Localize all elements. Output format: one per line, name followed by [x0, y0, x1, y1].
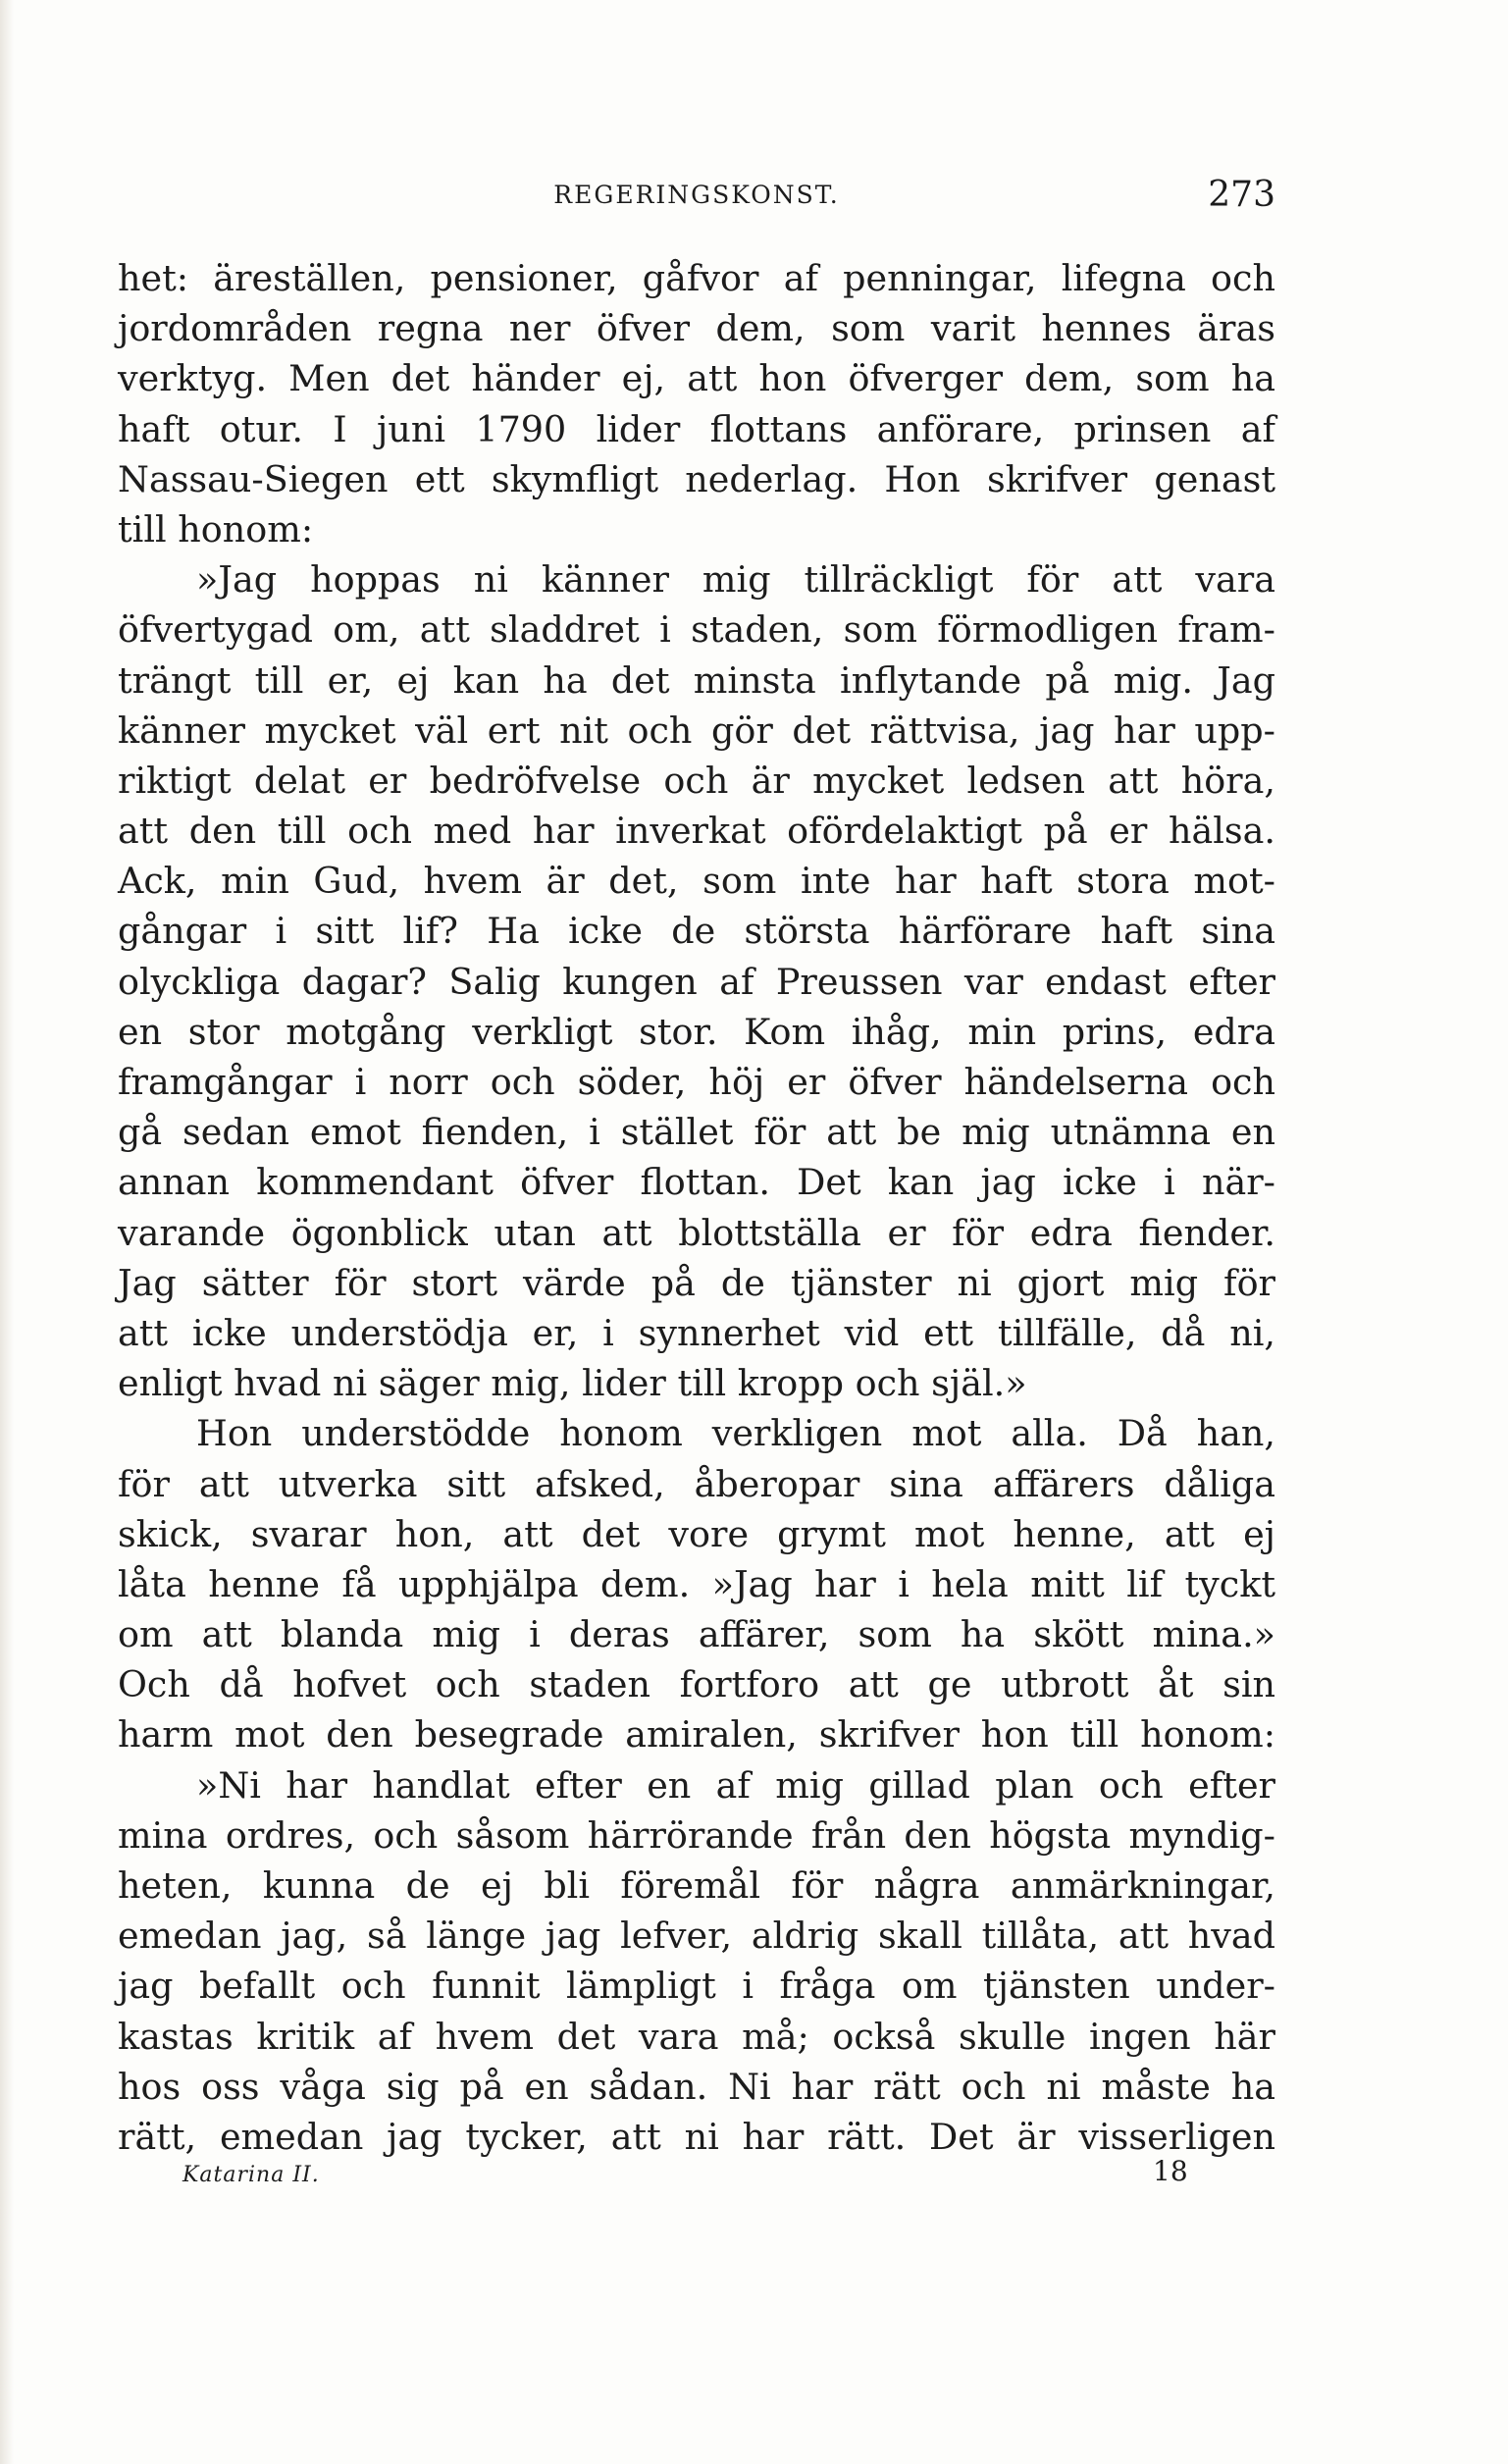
page-edge-shadow: [0, 0, 14, 2464]
text-line: mina ordres, och såsom härrörande från den högsta myndig-: [118, 1813, 1275, 1857]
text-line: jordområden regna ner öfver dem, som varit hennes äras: [118, 307, 1275, 350]
text-line: haft otur. I juni 1790 lider flottans anförare, prinsen af: [118, 407, 1275, 450]
body-text: [118, 253, 1275, 2162]
text-line: »Jag hoppas ni känner mig tillräckligt för att vara: [196, 558, 1275, 602]
text-line: Nassau-Siegen ett skymfligt nederlag. Hon skrifver genast: [118, 457, 1275, 500]
text-line: Och då hofvet och staden fortforo att ge utbrott åt sin: [118, 1663, 1275, 1706]
text-line: harm mot den besegrade amiralen, skrifver hon till honom:: [118, 1713, 1275, 1756]
text-line: framgångar i norr och söder, höj er öfver händelserna och: [118, 1061, 1275, 1103]
text-line: heten, kunna de ej bli föremål för några anmärkningar,: [118, 1864, 1275, 1907]
text-line: skick, svarar hon, att det vore grymt mot henne, att ej: [118, 1512, 1275, 1555]
text-line: enligt hvad ni säger mig, lider till kropp och själ.»: [118, 1362, 1027, 1405]
page-header: [118, 175, 1275, 234]
text-line: öfvertygad om, att sladdret i staden, som förmodligen fram-: [118, 608, 1275, 652]
text-line: riktigt delat er bedröfvelse och är mycket ledsen att höra,: [118, 759, 1275, 802]
text-line: för att utverka sitt afsked, åberopar sina affärers dåliga: [118, 1462, 1275, 1505]
signature-mark: Katarina II.: [182, 2163, 320, 2187]
text-line: gå sedan emot fienden, i stället för att be mig utnämna en: [118, 1111, 1275, 1154]
page-number: 273: [1208, 175, 1275, 215]
text-line: låta henne få upphjälpa dem. »Jag har i hela mitt lif tyckt: [118, 1562, 1275, 1605]
text-line: att den till och med har inverkat ofördelaktigt på er hälsa.: [118, 810, 1275, 853]
text-line: olyckliga dagar? Salig kungen af Preussen var endast efter: [118, 960, 1275, 1003]
text-line: Ack, min Gud, hvem är det, som inte har haft stora mot-: [118, 860, 1275, 903]
text-line: het: äreställen, pensioner, gåfvor af penningar, lifegna och: [118, 257, 1275, 299]
text-line: emedan jag, så länge jag lefver, aldrig skall tillåta, att hvad: [118, 1914, 1275, 1958]
text-line: annan kommendant öfver flottan. Det kan jag icke i när-: [118, 1161, 1275, 1204]
text-line: om att blanda mig i deras affärer, som ha skött mina.»: [118, 1613, 1275, 1656]
text-line: »Ni har handlat efter en af mig gillad plan och efter: [196, 1763, 1275, 1807]
text-line: Hon understödde honom verkligen mot alla. Då han,: [196, 1412, 1275, 1455]
running-title: REGERINGSKONST.: [553, 181, 840, 209]
text-line: till honom:: [118, 507, 314, 550]
text-line: verktyg. Men det händer ej, att hon öfverger dem, som ha: [118, 357, 1275, 400]
text-line: kastas kritik af hvem det vara må; också skulle ingen här: [118, 2015, 1275, 2058]
text-line: hos oss våga sig på en sådan. Ni har rätt och ni måste ha: [118, 2065, 1275, 2108]
text-line: Jag sätter för stort värde på de tjänster ni gjort mig för: [118, 1261, 1275, 1304]
text-line: känner mycket väl ert nit och gör det rättvisa, jag har upp-: [118, 708, 1275, 752]
text-line: trängt till er, ej kan ha det minsta inflytande på mig. Jag: [118, 658, 1275, 702]
text-line: att icke understödja er, i synnerhet vid ett tillfälle, då ni,: [118, 1311, 1275, 1354]
text-line: jag befallt och funnit lämpligt i fråga om tjänsten under-: [118, 1965, 1275, 2008]
text-line: en stor motgång verkligt stor. Kom ihåg, min prins, edra: [118, 1010, 1275, 1053]
text-line: rätt, emedan jag tycker, att ni har rätt. Det är visserligen: [118, 2115, 1275, 2158]
text-line: varande ögonblick utan att blottställa er för edra fiender.: [118, 1211, 1275, 1254]
signature-number: 18: [1153, 2155, 1188, 2187]
page-footer: [118, 2155, 1275, 2204]
text-line: gångar i sitt lif? Ha icke de största härförare haft sina: [118, 910, 1275, 953]
